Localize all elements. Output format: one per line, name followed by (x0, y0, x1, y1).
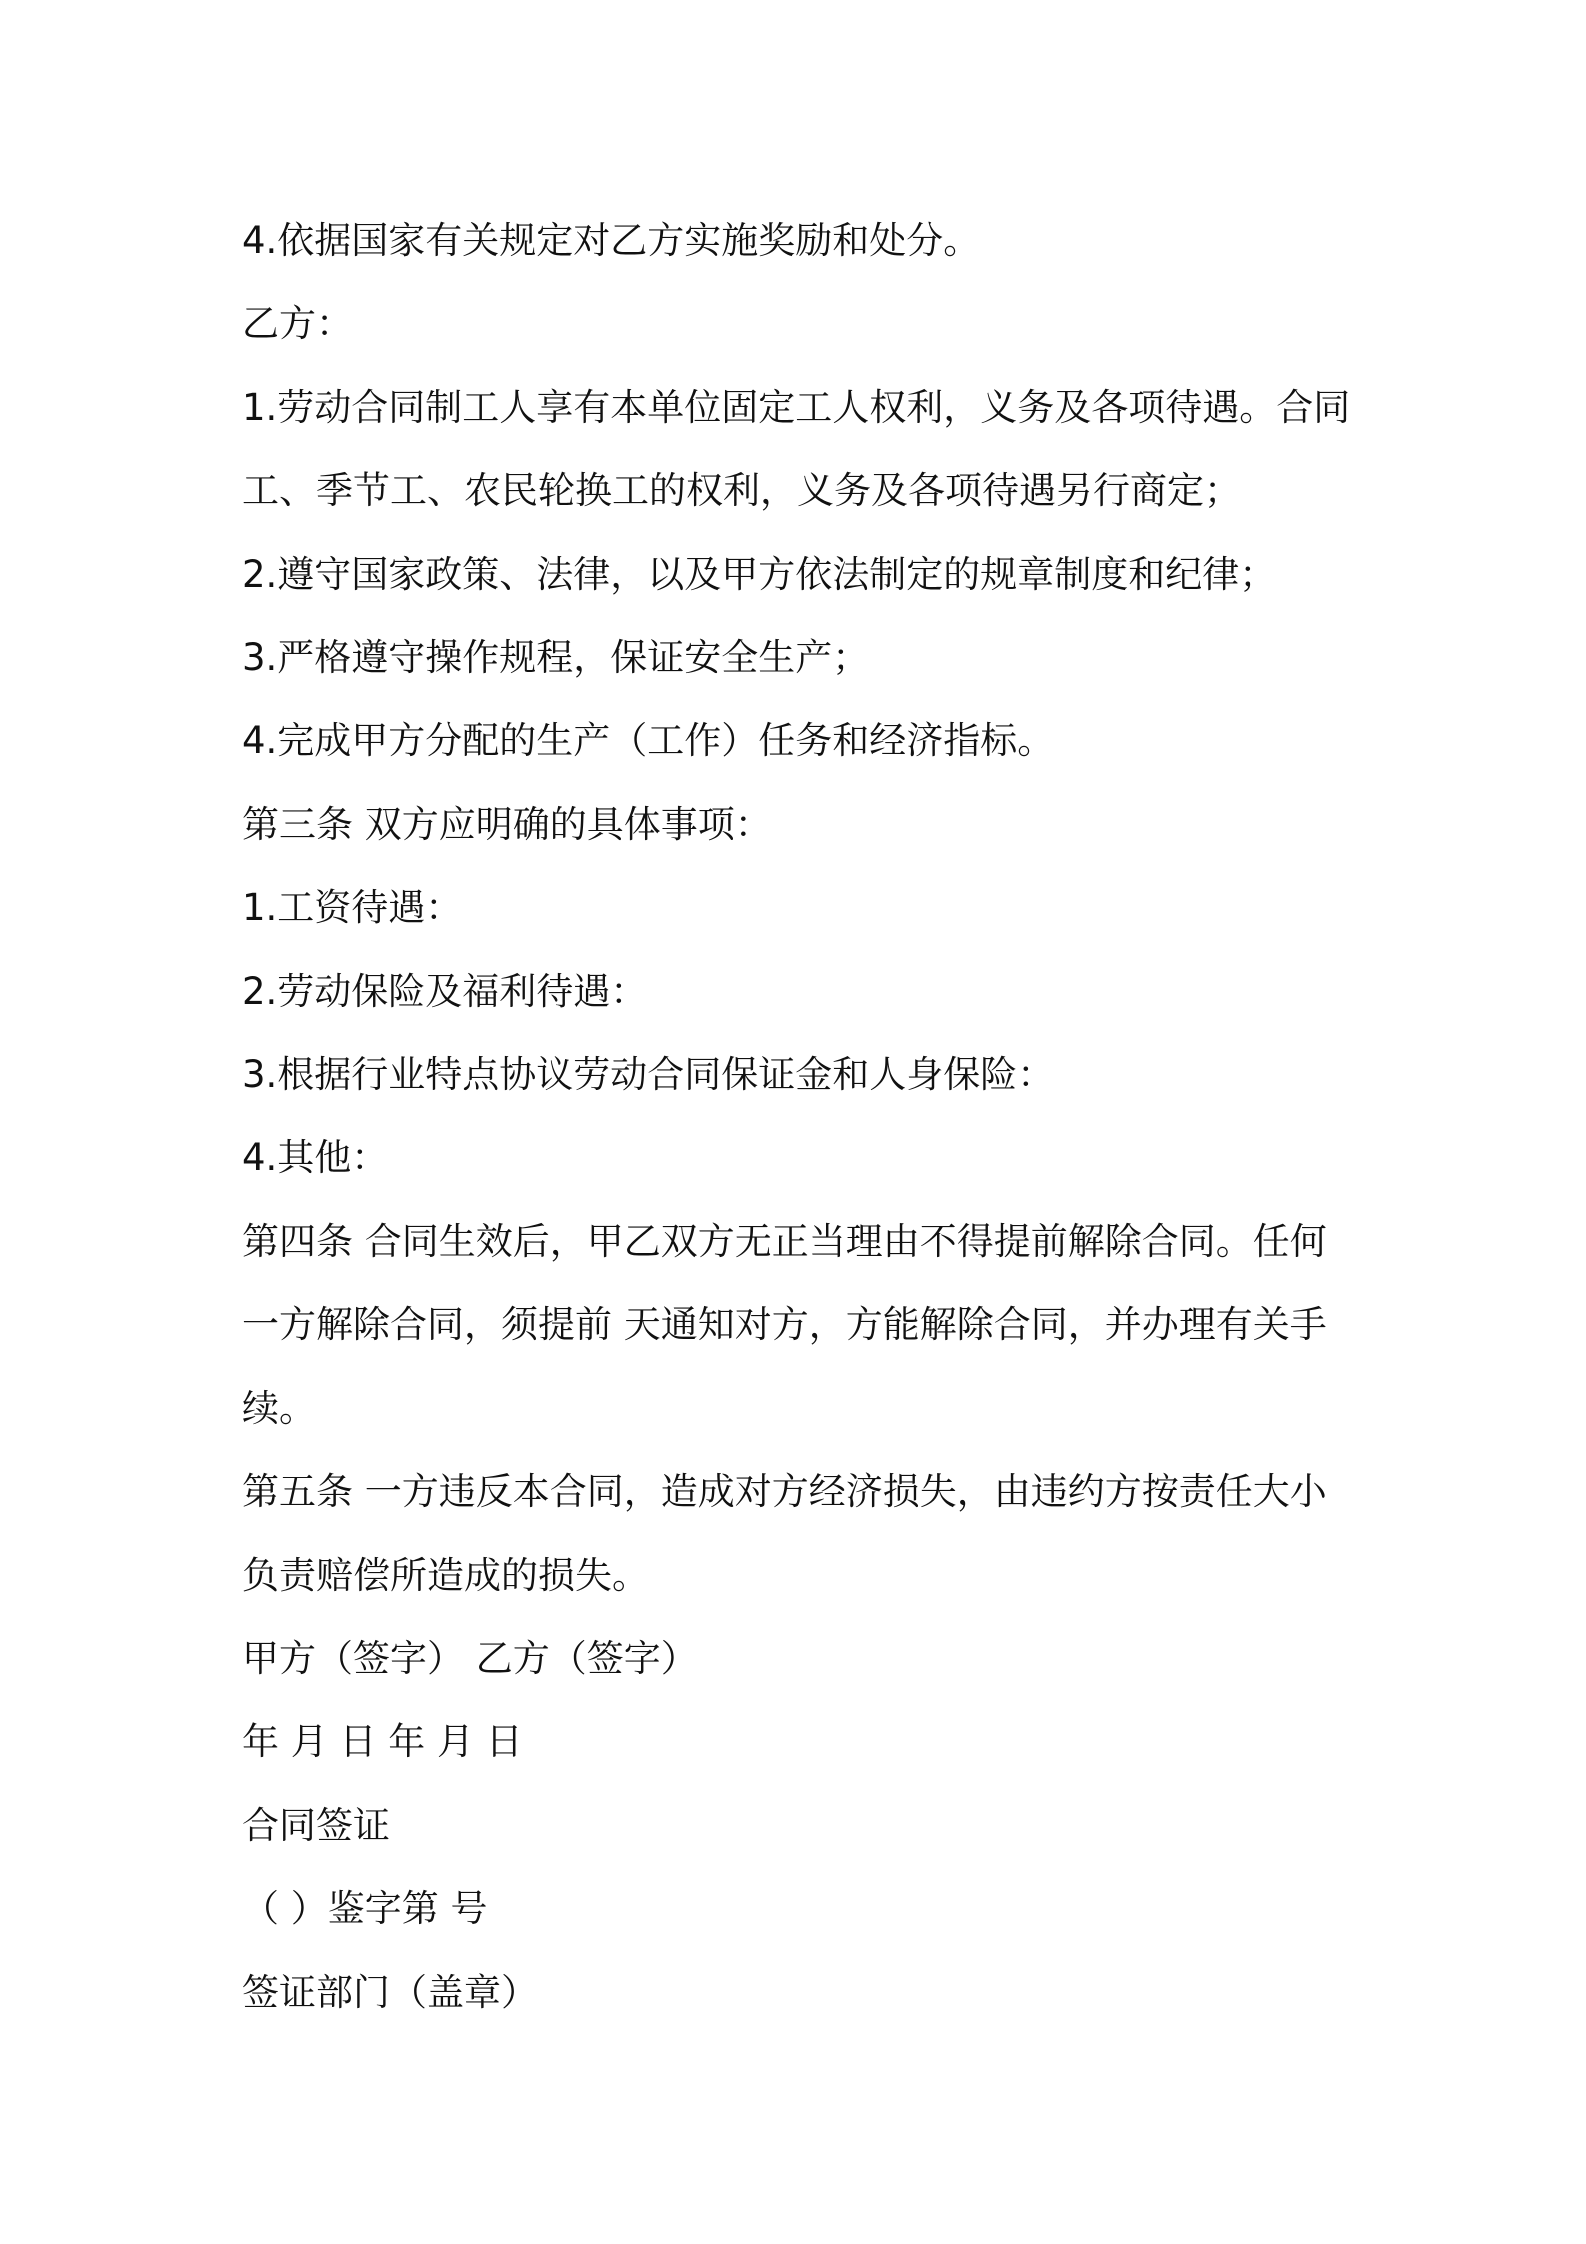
text-line: 3.根据行业特点协议劳动合同保证金和人身保险： (242, 1053, 1055, 1097)
certification-number: （ ）鉴字第 号 (242, 1887, 488, 1931)
text-line: 负责赔偿所造成的损失。 (242, 1553, 649, 1597)
date-line: 年 月 日 年 月 日 (242, 1720, 523, 1764)
text-line: 1.劳动合同制工人享有本单位固定工人权利，义务及各项待遇。合同 (242, 385, 1351, 429)
text-line: 2.劳动保险及福利待遇： (242, 969, 648, 1013)
text-line: 一方解除合同，须提前 天通知对方，方能解除合同，并办理有关手 (242, 1303, 1327, 1347)
text-line: 乙方： (242, 302, 353, 346)
article-four-text: 第四条 合同生效后，甲乙双方无正当理由不得提前解除合同。任何 (242, 1219, 1327, 1263)
signature-line: 甲方（签字） 乙方（签字） (242, 1636, 698, 1680)
text-line: 续。 (242, 1386, 316, 1430)
text-line: 4.依据国家有关规定对乙方实施奖励和处分。 (242, 219, 981, 262)
text-line: 4.完成甲方分配的生产（工作）任务和经济指标。 (242, 719, 1055, 763)
document-body (242, 199, 1362, 2034)
text-line: 4.其他： (242, 1136, 389, 1180)
article-three-heading: 第三条 双方应明确的具体事项： (242, 802, 772, 846)
certification-heading: 合同签证 (242, 1803, 390, 1847)
certification-department: 签证部门（盖章） (242, 1970, 538, 2014)
text-line: 工、季节工、农民轮换工的权利，义务及各项待遇另行商定； (242, 469, 1241, 513)
text-line: 1.工资待遇： (242, 886, 463, 930)
text-line: 2.遵守国家政策、法律，以及甲方依法制定的规章制度和纪律； (242, 552, 1277, 596)
text-line: 3.严格遵守操作规程，保证安全生产； (242, 636, 870, 680)
article-five-text: 第五条 一方违反本合同，造成对方经济损失，由违约方按责任大小 (242, 1470, 1327, 1514)
